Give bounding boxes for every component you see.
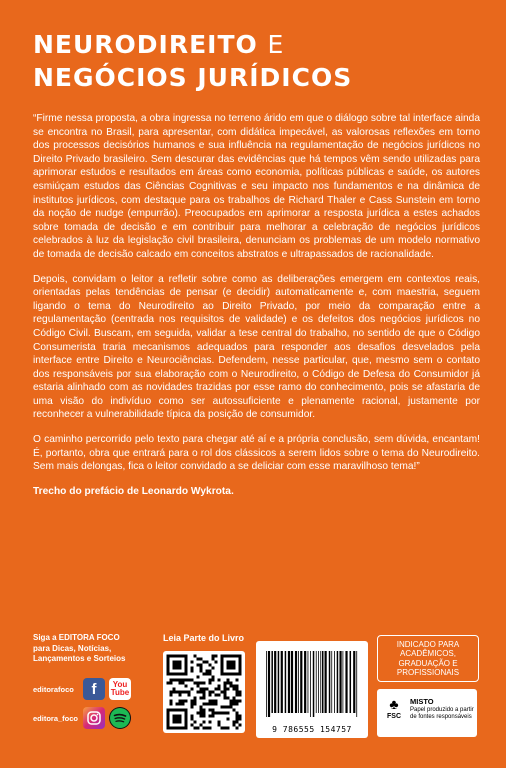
spotify-icon[interactable] xyxy=(109,707,131,729)
fsc-logo-text: FSC xyxy=(387,713,401,720)
audience-line-4: PROFISSIONAIS xyxy=(396,668,460,677)
instagram-icon[interactable] xyxy=(83,707,105,729)
instagram-glyph xyxy=(87,711,101,725)
preface-credit: Trecho do prefácio de Leonardo Wykrota. xyxy=(33,485,234,497)
title-line-1 xyxy=(33,28,483,61)
youtube-icon[interactable] xyxy=(109,678,131,700)
isbn-barcode xyxy=(256,641,368,738)
follow-line-2: para Dicas, Notícias, xyxy=(33,643,112,653)
follow-line-3: Lançamentos e Sorteios xyxy=(33,654,126,663)
follow-publisher-text xyxy=(33,633,141,665)
audience-badge xyxy=(377,635,479,682)
youtube-text-1: You xyxy=(112,680,128,689)
title-conjunction: E xyxy=(267,30,285,59)
book-title xyxy=(33,28,483,94)
facebook-icon[interactable]: f xyxy=(83,678,105,700)
tree-icon: ♣ xyxy=(389,696,399,712)
qr-code-graphic xyxy=(163,651,245,733)
paragraph-1: “Firme nessa proposta, a obra ingressa no terreno árido em que o diálogo sobre tal interface ainda se encontra no Brasil, para apresentar, com didática impecável, as valorosas reflexões em torno dos processos decisórios humanos e sua influência na regulamentação de negócios jurídicos no Direito Privado brasileiro. Sem descurar das evidências que há tempos vêm sendo utilizadas para aprimorar estudos e resultados em áreas como economia, políticas públicas e saúde, os autores esmiúçam estudos das Ciências Cognitivas e seu impacto nos fundamentos e na dinâmica de institutos jurídicos, com destaque para os trabalhos de Richard Thaler e Cass Sunstein em torno da noção de nudge (empurrão). Preocupados em aprimorar a resposta jurídica a estes achados sobre tomada de decisão e em contribuir para melhorar a celebração de negócios jurídicos celebrados à luz da legislação civil brasileira, denunciam os problemas de um modelo normativo de tomada de decisão calcado em conceitos abstratos e ultrapassados de racionalidade. xyxy=(33,113,480,260)
paragraph-3: O caminho percorrido pelo texto para chegar até aí e a própria conclusão, sem dúvida, encantam! É, portanto, obra que entrará para o rol dos clássicos a serem lidos sobre o tema do Neurodireito. Sem mais delongas, fica o leitor convidado a se deliciar com esse maravilhoso tema!” xyxy=(33,434,480,473)
barcode-graphic xyxy=(256,641,368,721)
isbn-number: 9 786555 154757 xyxy=(272,725,352,734)
social-handle-2: editora_foco xyxy=(33,713,79,723)
paragraph-2: Depois, convidam o leitor a refletir sobre como as deliberações emergem em contextos reais, orientadas pelas tendências de pensar (e decidir) automaticamente e, com maestria, seguem ligando o tema do Neurodireito ao Direito Privado, por meio da comparação entre a regulamentação (centrada nos requisitos de validade) e os defeitos dos negócios jurídicos no Código Civil. Buscam, em seguida, validar a tese central do trabalho, no sentido de que o Código Consumerista traria mecanismos adequados para responder aos desafios desvelados pela interface entre Direito e Neurociências. Defendem, nesse particular, que, mesmo sem o contato dos responsáveis por sua elaboração com o Neurodireito, o Código de Defesa do Consumidor já estaria alinhado com as novidades trazidas por esse ramo do conhecimento, pois se afastaria de uma visão do indivíduo como ser autossuficiente e plenamente racional, justamente por reconhecer a vulnerabilidade típica da posição de consumidor. xyxy=(33,273,480,421)
title-line-2: NEGÓCIOS JURÍDICOS xyxy=(33,63,353,92)
fsc-misto-label: MISTO xyxy=(410,697,434,706)
social-row-2 xyxy=(33,706,135,730)
fsc-description: Papel produzido a partir de fontes responsáveis xyxy=(410,707,474,720)
youtube-text-2: Tube xyxy=(110,688,130,697)
audience-line-3: GRADUAÇÃO E xyxy=(398,658,458,668)
spotify-glyph xyxy=(109,707,131,729)
audience-line-1: INDICADO PARA xyxy=(396,639,460,649)
social-row-1 xyxy=(33,677,135,701)
read-sample-label: Leia Parte do Livro xyxy=(163,633,245,643)
audience-line-2: ACADÊMICOS, xyxy=(399,649,456,658)
fsc-logo xyxy=(383,695,405,731)
follow-line-1: Siga a EDITORA FOCO xyxy=(33,633,120,642)
social-handle: editorafoco xyxy=(33,684,74,694)
qr-code[interactable] xyxy=(163,651,245,733)
title-word-neurodireito: NEURODIREITO xyxy=(33,30,258,59)
back-cover-text xyxy=(33,112,480,509)
fsc-certification xyxy=(377,689,477,737)
